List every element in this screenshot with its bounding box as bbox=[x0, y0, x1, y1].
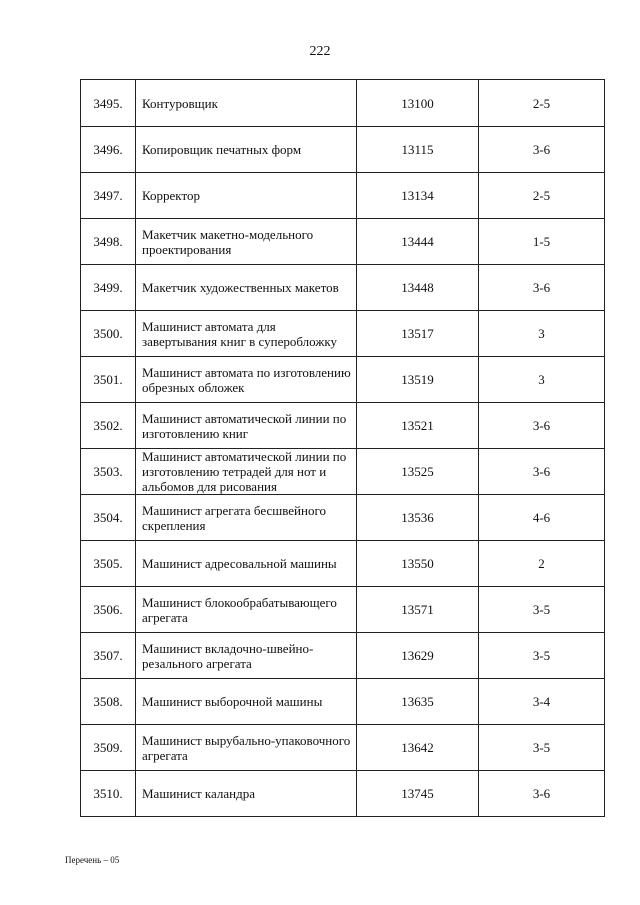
occupation-code: 13444 bbox=[357, 219, 479, 265]
category-range: 3-5 bbox=[479, 587, 605, 633]
category-range: 3-6 bbox=[479, 449, 605, 495]
category-range: 3-6 bbox=[479, 403, 605, 449]
table-row bbox=[81, 541, 605, 587]
row-number: 3498. bbox=[81, 219, 136, 265]
category-range: 3-5 bbox=[479, 633, 605, 679]
occupation-name: Копировщик печатных форм bbox=[136, 127, 357, 173]
table-row bbox=[81, 725, 605, 771]
occupation-code: 13635 bbox=[357, 679, 479, 725]
occupation-code: 13525 bbox=[357, 449, 479, 495]
table-row bbox=[81, 265, 605, 311]
table-row bbox=[81, 219, 605, 265]
row-number: 3507. bbox=[81, 633, 136, 679]
occupation-name: Машинист автоматической линии по изготовлению тетрадей для нот и альбомов для рисования bbox=[136, 449, 357, 495]
category-range: 2-5 bbox=[479, 173, 605, 219]
category-range: 3 bbox=[479, 311, 605, 357]
occupation-code: 13115 bbox=[357, 127, 479, 173]
row-number: 3504. bbox=[81, 495, 136, 541]
occupation-name: Макетчик макетно-модельного проектирования bbox=[136, 219, 357, 265]
occupation-name: Контуровщик bbox=[136, 80, 357, 127]
occupation-name: Машинист вкладочно-швейно-резального агрегата bbox=[136, 633, 357, 679]
table-row bbox=[81, 771, 605, 817]
occupation-code: 13571 bbox=[357, 587, 479, 633]
occupation-table bbox=[80, 79, 605, 817]
row-number: 3497. bbox=[81, 173, 136, 219]
category-range: 3-5 bbox=[479, 725, 605, 771]
occupation-name: Корректор bbox=[136, 173, 357, 219]
row-number: 3500. bbox=[81, 311, 136, 357]
occupation-code: 13642 bbox=[357, 725, 479, 771]
row-number: 3495. bbox=[81, 80, 136, 127]
page-number: 222 bbox=[309, 44, 331, 59]
category-range: 3 bbox=[479, 357, 605, 403]
footer-label: Перечень – 05 bbox=[65, 855, 120, 865]
table-row bbox=[81, 311, 605, 357]
occupation-name: Машинист выборочной машины bbox=[136, 679, 357, 725]
occupation-code: 13134 bbox=[357, 173, 479, 219]
row-number: 3502. bbox=[81, 403, 136, 449]
category-range: 3-6 bbox=[479, 771, 605, 817]
occupation-name: Машинист вырубально-упаковочного агрегата bbox=[136, 725, 357, 771]
table-row bbox=[81, 80, 605, 127]
row-number: 3496. bbox=[81, 127, 136, 173]
row-number: 3510. bbox=[81, 771, 136, 817]
occupation-code: 13629 bbox=[357, 633, 479, 679]
table-row bbox=[81, 403, 605, 449]
occupation-code: 13521 bbox=[357, 403, 479, 449]
table-row bbox=[81, 679, 605, 725]
occupation-code: 13745 bbox=[357, 771, 479, 817]
occupation-name: Машинист блокообрабатывающего агрегата bbox=[136, 587, 357, 633]
row-number: 3501. bbox=[81, 357, 136, 403]
category-range: 3-6 bbox=[479, 127, 605, 173]
row-number: 3508. bbox=[81, 679, 136, 725]
table-row bbox=[81, 633, 605, 679]
table-row bbox=[81, 127, 605, 173]
occupation-code: 13517 bbox=[357, 311, 479, 357]
category-range: 2 bbox=[479, 541, 605, 587]
occupation-name: Машинист автомата для завертывания книг в суперобложку bbox=[136, 311, 357, 357]
occupation-code: 13536 bbox=[357, 495, 479, 541]
occupation-code: 13519 bbox=[357, 357, 479, 403]
table-row bbox=[81, 587, 605, 633]
occupation-name: Машинист адресовальной машины bbox=[136, 541, 357, 587]
row-number: 3506. bbox=[81, 587, 136, 633]
occupation-code: 13550 bbox=[357, 541, 479, 587]
table-row bbox=[81, 173, 605, 219]
category-range: 3-4 bbox=[479, 679, 605, 725]
row-number: 3503. bbox=[81, 449, 136, 495]
table-row bbox=[81, 495, 605, 541]
occupation-code: 13448 bbox=[357, 265, 479, 311]
category-range: 2-5 bbox=[479, 80, 605, 127]
table-row bbox=[81, 357, 605, 403]
occupation-name: Машинист автомата по изготовлению обрезных обложек bbox=[136, 357, 357, 403]
occupation-name: Машинист агрегата бесшвейного скрепления bbox=[136, 495, 357, 541]
row-number: 3509. bbox=[81, 725, 136, 771]
occupation-name: Машинист автоматической линии по изготовлению книг bbox=[136, 403, 357, 449]
occupation-code: 13100 bbox=[357, 80, 479, 127]
table-row bbox=[81, 449, 605, 495]
occupation-name: Машинист каландра bbox=[136, 771, 357, 817]
occupation-name: Макетчик художественных макетов bbox=[136, 265, 357, 311]
row-number: 3505. bbox=[81, 541, 136, 587]
category-range: 3-6 bbox=[479, 265, 605, 311]
category-range: 4-6 bbox=[479, 495, 605, 541]
row-number: 3499. bbox=[81, 265, 136, 311]
category-range: 1-5 bbox=[479, 219, 605, 265]
